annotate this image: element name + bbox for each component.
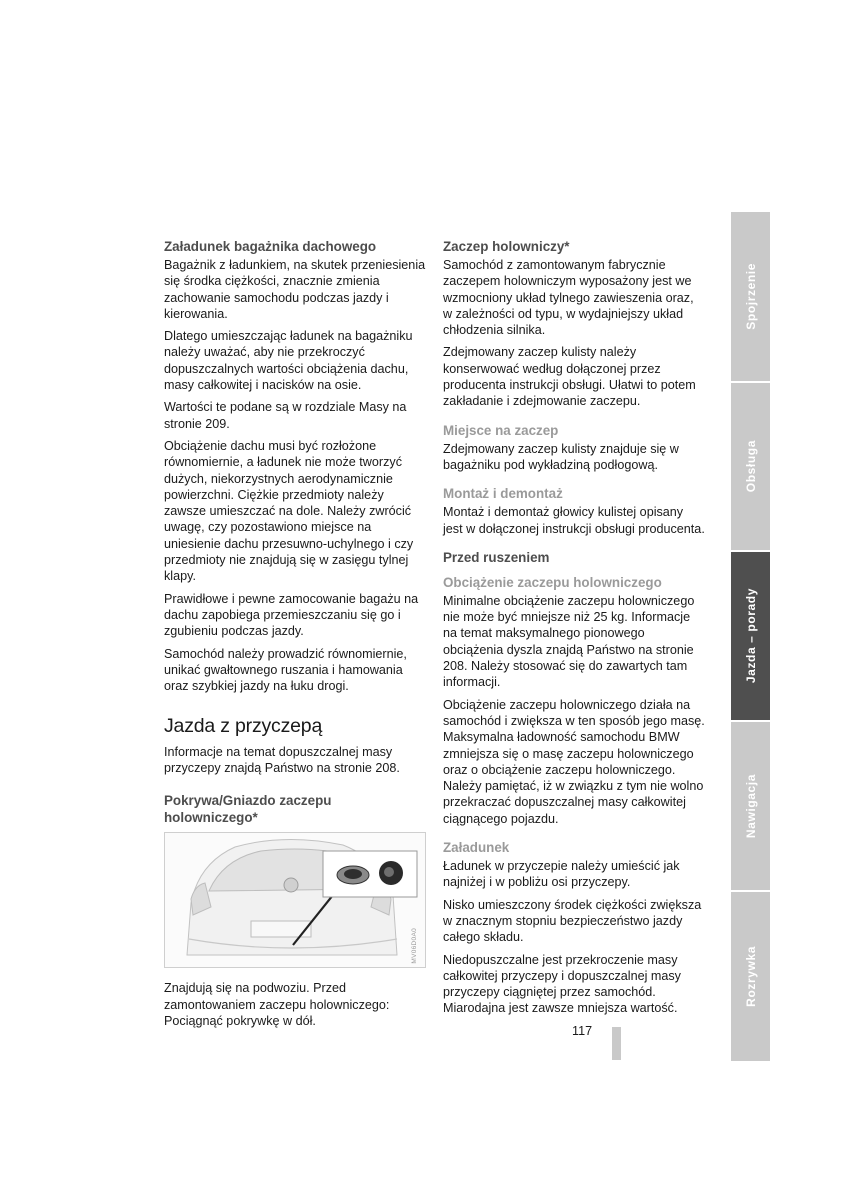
- chapter-heading: Jazda z przyczepą: [164, 715, 323, 738]
- paragraph: Informacje na temat dopuszczalnej masy przyczepy znajdą Państwo na stronie 208.: [164, 744, 400, 776]
- subsection-title-hitch-load: Obciążenie zaczepu holowniczego: [443, 574, 662, 590]
- paragraph: Montaż i demontaż głowicy kulistej opisany jest w dołączonej instrukcji obsługi producenta.: [443, 505, 705, 536]
- page-number: 117: [572, 1024, 593, 1038]
- paragraph: Zdejmowany zaczep kulisty należy konserwować według dołączonej przez producenta instrukcji obsługi. Ułatwi to potem zakładanie i zdejmowanie zaczepu.: [443, 345, 696, 409]
- tab-label: Rozrywka: [743, 946, 758, 1007]
- right-column: [443, 238, 705, 1023]
- subsection-title-mounting: Montaż i demontaż: [443, 486, 563, 502]
- tab-label: Nawigacja: [743, 773, 758, 839]
- section-title-tow-hitch: Zaczep holowniczy*: [443, 239, 570, 254]
- paragraph: Obciążenie zaczepu holowniczego działa na samochód i zwiększa w ten sposób jego masę. Maksymalna ładowność samochodu BMW zmniejsza się o masę zaczepu holowniczego oraz o obciążenie zaczepu holowniczego. Należy pamiętać, iż w związku z tym nie wolno przekraczać dopuszczalnej masy całkowitej ciągnącego pojazdu.: [443, 697, 705, 826]
- section-title-roof-load: Załadunek bagażnika dachowego: [164, 239, 377, 254]
- subsection-title-storage: Miejsce na zaczep: [443, 422, 559, 438]
- paragraph: Prawidłowe i pewne zamocowanie bagażu na dachu zapobiega przemieszczaniu się go i zgubieniu podczas jazdy.: [164, 591, 419, 639]
- tab-label: Spojrzenie: [743, 263, 758, 330]
- tab-nawigacja[interactable]: [731, 722, 770, 890]
- paragraph: Znajdują się na podwoziu. Przed zamontowaniem zaczepu holowniczego: Pociągnąć pokrywkę w dół.: [164, 981, 390, 1028]
- paragraph: Obciążenie dachu musi być rozłożone równomiernie, a ładunek nie może tworzyć dużych, niekorzystnych aerodynamicznie powierzchni. Ciężkie przedmioty należy zawsze umieszczać na dole. Należy zwrócić uwagę, czy pozostawiono miejsce na uniesienie dachu przesuwno-uchylnego i czy przedmioty nie znajdują się w zasięgu tylnej klapy.: [164, 438, 414, 584]
- left-column: [164, 238, 426, 1035]
- paragraph: Wartości te podane są w rozdziale Masy na stronie 209.: [164, 400, 407, 431]
- section-title-before-driving: Przed ruszeniem: [443, 549, 550, 565]
- tab-label: Jazda – porady: [743, 588, 758, 684]
- paragraph: Zdejmowany zaczep kulisty znajduje się w bagażniku pod wykładziną podłogową.: [443, 441, 679, 472]
- tab-jazda-porady[interactable]: [731, 552, 770, 720]
- paragraph: Samochód z zamontowanym fabrycznie zaczepem holowniczym wyposażony jest we wzmocniony układ tylnego zawieszenia oraz, w zależności od typu, w wydajniejszy układ chłodzenia silnika.: [443, 258, 694, 338]
- paragraph: Niedopuszczalne jest przekroczenie masy całkowitej przyczepy i dopuszczalnej masy przyczepy ciągniętej przez samochód. Miarodajna jest zawsze mniejsza wartość.: [443, 952, 681, 1016]
- tab-rozrywka[interactable]: [731, 892, 770, 1061]
- paragraph: Nisko umieszczony środek ciężkości zwiększa w znacznym stopniu bezpieczeństwo jazdy całego składu.: [443, 897, 702, 945]
- paragraph: Dlatego umieszczając ładunek na bagażniku należy uważać, aby nie przekroczyć dopuszczalnych wartości obciążenia dachu, masy całkowitej i nacisków na osie.: [164, 329, 413, 393]
- tab-obsluga[interactable]: [731, 383, 770, 550]
- page-number-bar: [612, 1027, 621, 1060]
- figure-id: MV06D0A0: [410, 927, 418, 964]
- paragraph: Bagażnik z ładunkiem, na skutek przeniesienia się środka ciężkości, znacznie zmienia zachowanie samochodu podczas jazdy i kierowania.: [164, 258, 426, 321]
- tab-spojrzenie[interactable]: [731, 212, 770, 381]
- car-rear-drawing: [165, 833, 425, 967]
- section-title-socket-cover: Pokrywa/Gniazdo zaczepu holowniczego*: [164, 793, 332, 826]
- tow-socket-illustration: [164, 832, 426, 968]
- tab-label: Obsługa: [743, 440, 758, 493]
- paragraph: Samochód należy prowadzić równomiernie, unikać gwałtownego ruszania i hamowania oraz szybkiej jazdy na łuku drogi.: [164, 646, 407, 694]
- subsection-title-loading: Załadunek: [443, 840, 510, 856]
- paragraph: Minimalne obciążenie zaczepu holowniczego nie może być mniejsze niż 25 kg. Informacje na temat maksymalnego pionowego obciążenia dyszla znajdą Państwo na stronie 208. Należy stosować się do zawartych tam informacji.: [443, 593, 695, 690]
- paragraph: Ładunek w przyczepie należy umieścić jak najniżej i w pobliżu osi przyczepy.: [443, 859, 680, 890]
